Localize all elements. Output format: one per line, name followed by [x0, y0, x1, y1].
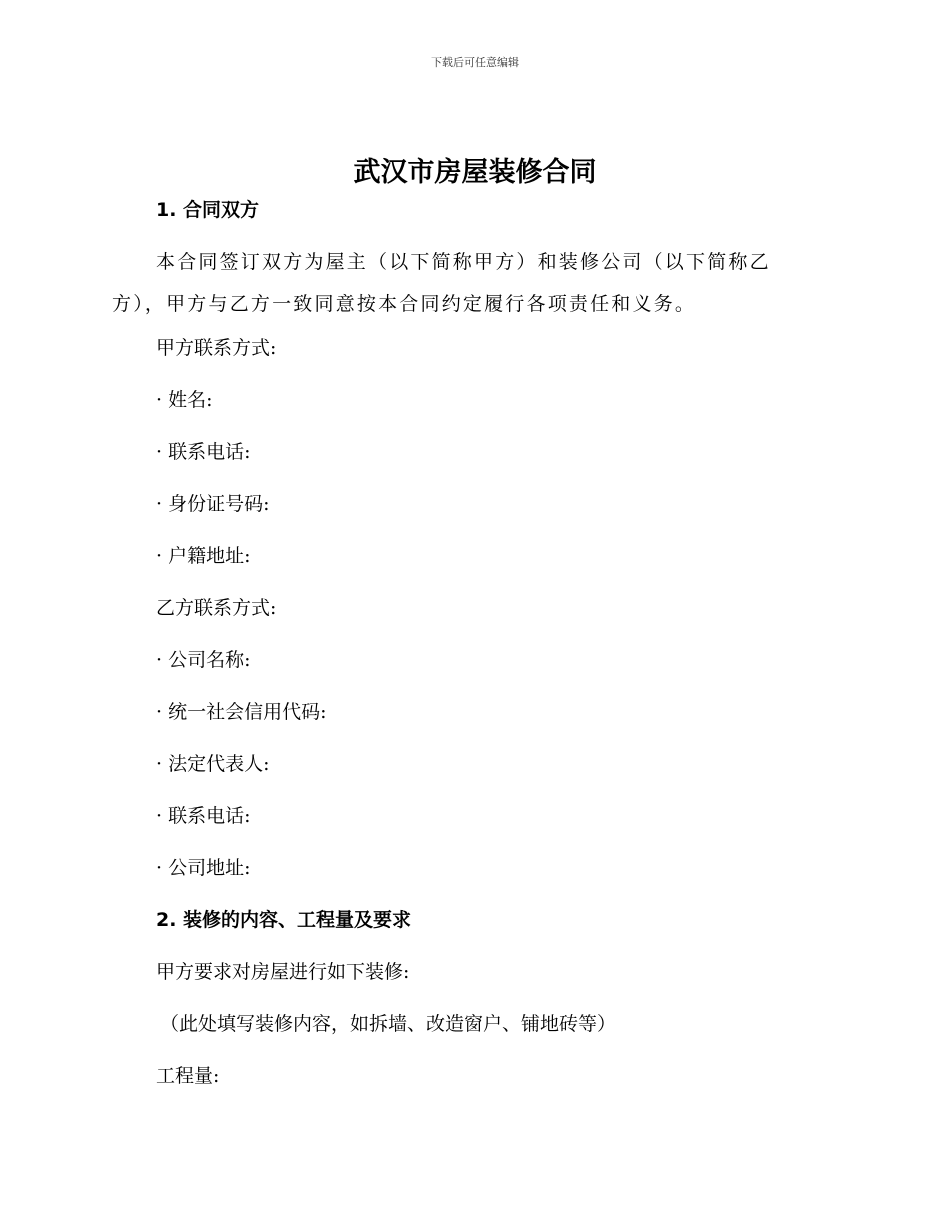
intro-paragraph: 本合同签订双方为屋主（以下简称甲方）和装修公司（以下简称乙方），甲方与乙方一致同意按本合同约定履行各项责任和义务。 [112, 251, 771, 315]
document-title: 武汉市房屋装修合同 [353, 157, 597, 188]
scope-placeholder: （此处填写装修内容，如拆墙、改造窗户、铺地砖等） [160, 1013, 617, 1035]
party-a-label: 甲方联系方式: [156, 337, 277, 359]
section-heading-parties: 1. 合同双方 [156, 199, 260, 221]
party-b-field-address: · 公司地址: [156, 857, 251, 879]
party-a-field-id: · 身份证号码: [156, 493, 270, 515]
party-a-field-phone: · 联系电话: [156, 441, 251, 463]
party-a-field-address: · 户籍地址: [156, 545, 251, 567]
requirement-text: 甲方要求对房屋进行如下装修: [156, 961, 410, 983]
party-b-field-company: · 公司名称: [156, 649, 251, 671]
party-b-field-representative: · 法定代表人: [156, 753, 270, 775]
document-body [112, 197, 792, 1115]
party-b-label: 乙方联系方式: [156, 597, 277, 619]
party-b-field-phone: · 联系电话: [156, 805, 251, 827]
party-a-field-name: · 姓名: [156, 389, 213, 411]
party-b-field-credit-code: · 统一社会信用代码: [156, 701, 327, 723]
quantity-label: 工程量: [156, 1065, 220, 1087]
section-heading-scope: 2. 装修的内容、工程量及要求 [156, 909, 412, 931]
header-note: 下载后可任意编辑 [431, 56, 519, 69]
